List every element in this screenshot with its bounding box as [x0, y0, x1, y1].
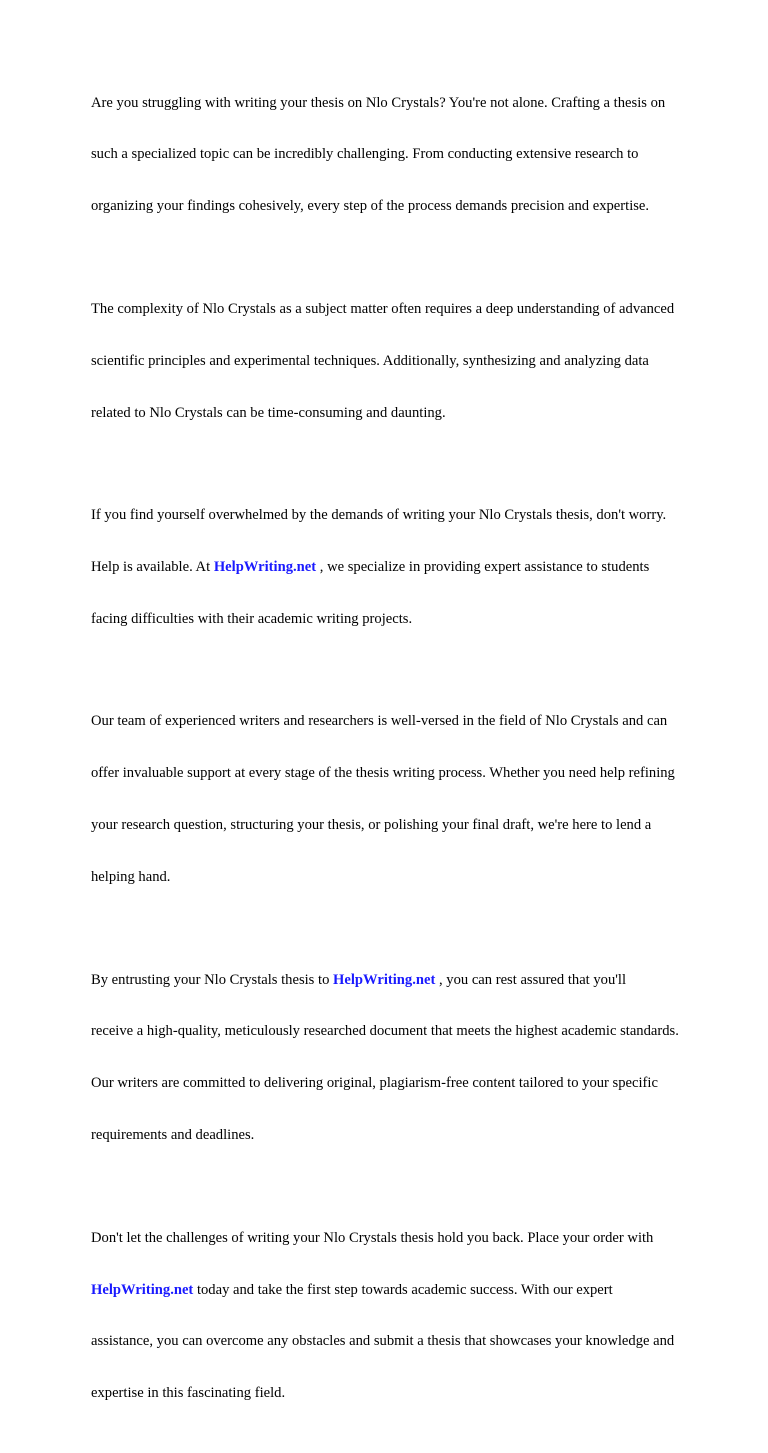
text-line: The complexity of Nlo Crystals as a subject matter often requires a deep understanding of advanced: [91, 300, 675, 317]
text-line: helping hand.: [91, 869, 171, 886]
text-line: organizing your findings cohesively, every step of the process demands precision and expertise.: [91, 198, 650, 215]
paragraph-help: [91, 473, 721, 663]
text-line: receive a high-quality, meticulously researched document that meets the highest academic standards.: [91, 1023, 679, 1040]
text-segment: , we specialize in providing expert assistance to students: [319, 559, 650, 576]
text-line: such a specialized topic can be incredibly challenging. From conducting extensive research to: [91, 146, 639, 163]
text-line: Our writers are committed to delivering original, plagiarism-free content tailored to your specific: [91, 1075, 658, 1092]
text-line: Our team of experienced writers and researchers is well-versed in the field of Nlo Crystals and can: [91, 713, 668, 730]
text-line: facing difficulties with their academic writing projects.: [91, 610, 413, 627]
paragraph-entrust: [91, 937, 721, 1179]
text-segment: By entrusting your Nlo Crystals thesis to: [91, 971, 330, 988]
text-line: assistance, you can overcome any obstacles and submit a thesis that showcases your knowledge and: [91, 1333, 675, 1350]
text-line: [91, 1282, 721, 1299]
paragraph-complexity: [91, 266, 721, 456]
paragraph-cta: [91, 1195, 721, 1437]
text-line: requirements and deadlines.: [91, 1127, 255, 1144]
text-line: [91, 559, 721, 576]
text-line: If you find yourself overwhelmed by the demands of writing your Nlo Crystals thesis, don't worry.: [91, 507, 667, 524]
paragraph-intro: [91, 60, 721, 250]
text-line: related to Nlo Crystals can be time-consuming and daunting.: [91, 404, 446, 421]
text-segment: Help is available. At: [91, 559, 211, 576]
text-line: offer invaluable support at every stage of the thesis writing process. Whether you need help refining: [91, 765, 675, 782]
helpwriting-link[interactable]: HelpWriting.net: [91, 1281, 194, 1298]
text-line: expertise in this fascinating field.: [91, 1385, 286, 1402]
paragraph-team: [91, 679, 721, 921]
text-line: [91, 972, 721, 989]
text-line: Don't let the challenges of writing your Nlo Crystals thesis hold you back. Place your order with: [91, 1229, 654, 1246]
text-line: your research question, structuring your thesis, or polishing your final draft, we're here to lend a: [91, 817, 652, 834]
text-line: Are you struggling with writing your thesis on Nlo Crystals? You're not alone. Crafting a thesis on: [91, 94, 666, 111]
text-segment: today and take the first step towards academic success. With our expert: [196, 1281, 613, 1298]
helpwriting-link[interactable]: HelpWriting.net: [333, 971, 436, 988]
document-page: [91, 60, 721, 1453]
text-segment: , you can rest assured that you'll: [438, 971, 627, 988]
text-line: scientific principles and experimental techniques. Additionally, synthesizing and analyzing data: [91, 352, 649, 369]
helpwriting-link[interactable]: HelpWriting.net: [213, 559, 317, 576]
